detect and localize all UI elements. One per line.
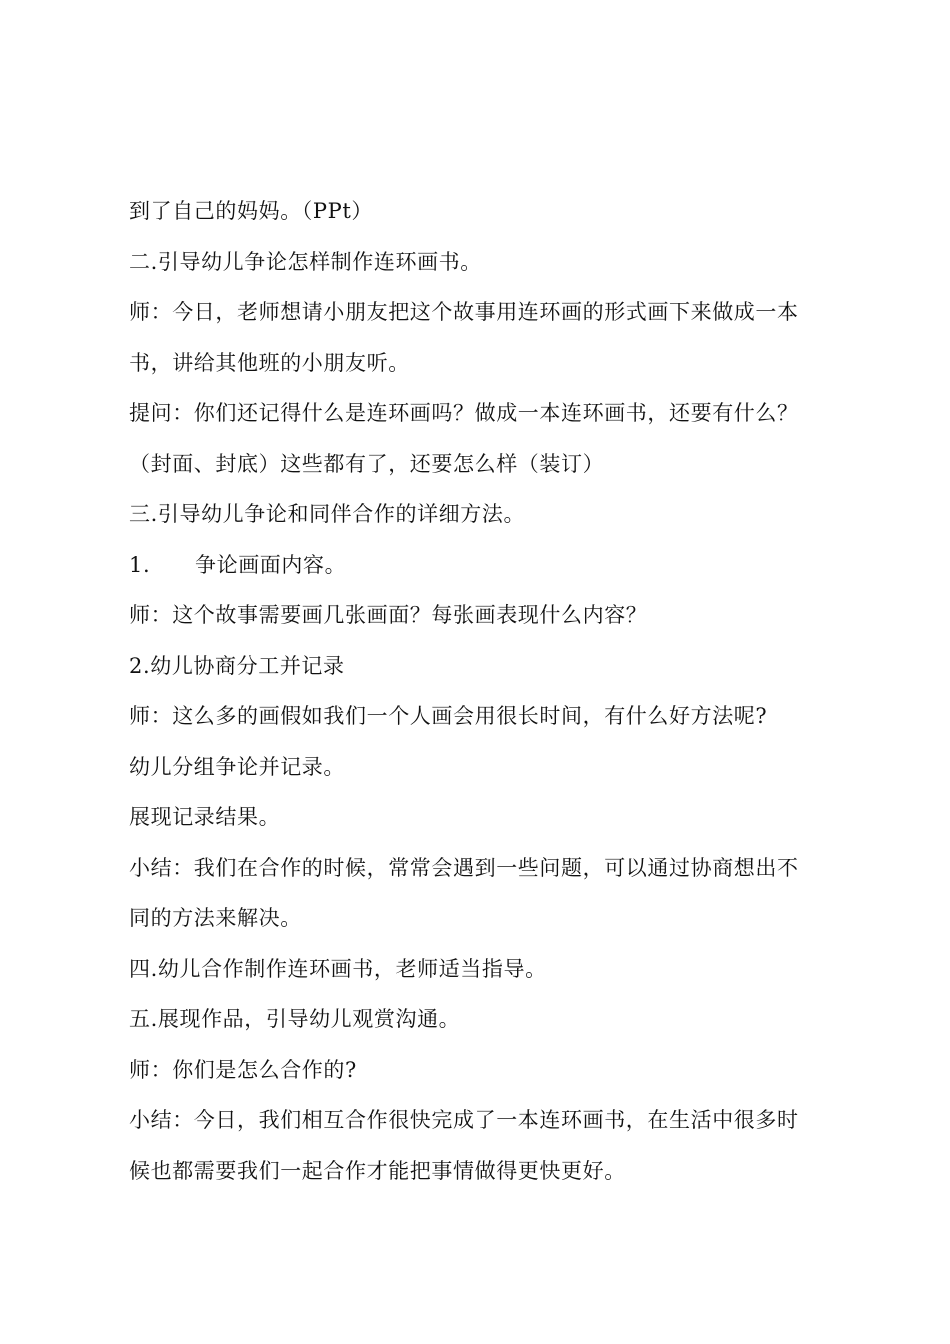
paragraph-line: 小结：我们在合作的时候，常常会遇到一些问题，可以通过协商想出不	[129, 855, 799, 880]
paragraph-line: 师：这么多的画假如我们一个人画会用很长时间，有什么好方法呢?	[129, 704, 768, 728]
numbered-item-2: 2.幼儿协商分工并记录	[129, 653, 345, 678]
section-heading-3: 三.引导幼儿争论和同伴合作的详细方法。	[129, 502, 526, 526]
item-text: 争论画面内容。	[195, 552, 347, 577]
section-heading-5: 五.展现作品，引导幼儿观赏沟通。	[129, 1007, 461, 1031]
paragraph-line: 到了自己的妈妈。（PPt）	[129, 199, 373, 223]
section-heading-2: 二.引导幼儿争论怎样制作连环画书。	[129, 249, 482, 274]
paragraph-line: 师：这个故事需要画几张画面？每张画表现什么内容？	[129, 603, 648, 627]
paragraph-line: （封面、封底）这些都有了，还要怎么样（装订）	[129, 451, 605, 476]
section-heading-4: 四.幼儿合作制作连环画书，老师适当指导。	[129, 956, 547, 981]
paragraph-line: 师：你们是怎么合作的?	[129, 1057, 357, 1082]
document-body	[129, 186, 835, 1196]
paragraph-line: 同的方法来解决。	[129, 906, 302, 930]
numbered-item-1	[129, 540, 835, 591]
paragraph-line: 展现记录结果。	[129, 805, 281, 829]
paragraph-line: 候也都需要我们一起合作才能把事情做得更快更好。	[129, 1158, 626, 1183]
paragraph-line: 书，讲给其他班的小朋友听。	[129, 350, 410, 375]
paragraph-line: 提问：你们还记得什么是连环画吗？做成一本连环画书，还要有什么？	[129, 401, 799, 425]
item-number: 1.	[129, 552, 151, 577]
paragraph-line: 幼儿分组争论并记录。	[129, 754, 345, 779]
paragraph-line: 小结：今日，我们相互合作很快完成了一本连环画书，在生活中很多时	[129, 1108, 799, 1132]
paragraph-line: 师：今日，老师想请小朋友把这个故事用连环画的形式画下来做成一本	[129, 300, 799, 324]
